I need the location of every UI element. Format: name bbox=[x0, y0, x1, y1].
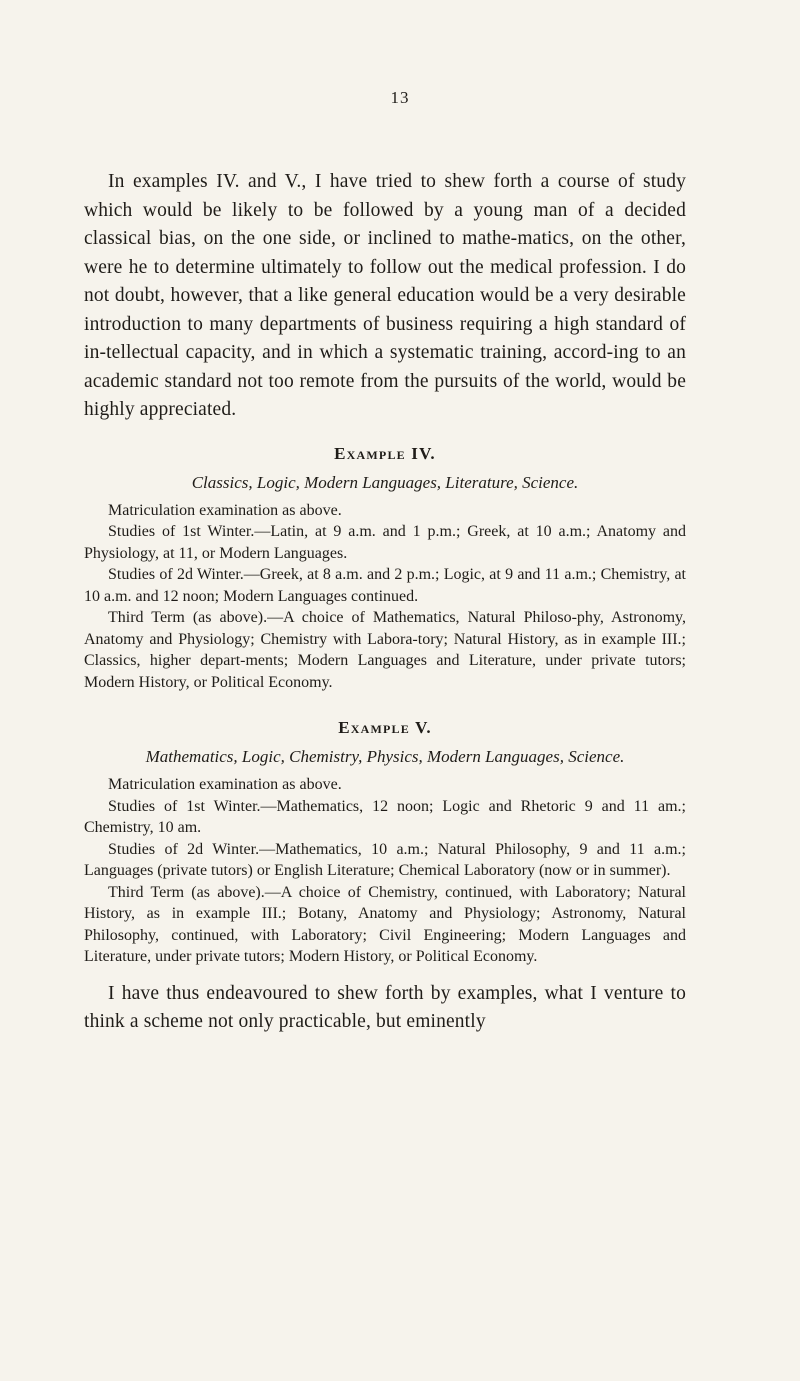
example-v-section bbox=[84, 713, 686, 968]
example-v-second-winter: Studies of 2d Winter.—Mathematics, 10 a.m.; Natural Philosophy, 9 and 11 a.m.; Languages (private tutors) or English Literature; Chemical Laboratory (now or in summer). bbox=[84, 840, 686, 879]
closing-paragraph: I have thus endeavoured to shew forth by examples, what I venture to think a scheme not only practicable, but eminently bbox=[84, 982, 686, 1032]
intro-paragraph: In examples IV. and V., I have tried to shew forth a course of study which would be likely to be followed by a young man of a decided classical bias, on the one side, or inclined to mathe-matics, on the other, were he to determine ultimately to follow out the medical profession. I do not doubt, however, that a like general education would be a very desirable introduction to many departments of business requiring a high standard of in-tellectual capacity, and in which a systematic training, accord-ing to an academic standard not too remote from the pursuits of the world, would be highly appreciated. bbox=[84, 171, 686, 420]
example-v-first-winter: Studies of 1st Winter.—Mathematics, 12 noon; Logic and Rhetoric 9 and 11 am.; Chemistry, 10 am. bbox=[84, 797, 686, 836]
example-iv-first-winter: Studies of 1st Winter.—Latin, at 9 a.m. and 1 p.m.; Greek, at 10 a.m.; Anatomy and Physiology, at 11, or Modern Languages. bbox=[84, 523, 686, 562]
example-iv-third-term: Third Term (as above).—A choice of Mathematics, Natural Philoso-phy, Astronomy, Anatomy and Physiology; Chemistry with Labora-tory; Natural History, as in example III.; Classics, higher depart-ments; Modern Languages and Literature, under private tutors; Modern History, or Political Economy. bbox=[84, 609, 686, 691]
example-v-heading: Example V. bbox=[338, 718, 432, 737]
example-iv-heading: Example IV. bbox=[334, 443, 436, 463]
example-iv-second-winter: Studies of 2d Winter.—Greek, at 8 a.m. and 2 p.m.; Logic, at 9 and 11 a.m.; Chemistry, at 10 a.m. and 12 noon; Modern Languages continued. bbox=[84, 566, 686, 605]
example-v-third-term: Third Term (as above).—A choice of Chemistry, continued, with Laboratory; Natural History, as in example III.; Botany, Anatomy and Physiology; Astronomy, Natural Philosophy, continued, with Laboratory; Civil Engineering; Modern Languages and Literature, under private tutors; Modern History, or Political Economy. bbox=[84, 883, 686, 965]
page-body bbox=[84, 168, 686, 1037]
example-v-matriculation: Matriculation examination as above. bbox=[108, 776, 342, 793]
page-number: 13 bbox=[390, 88, 410, 107]
example-iv-matriculation: Matriculation examination as above. bbox=[108, 501, 342, 519]
example-iv-section bbox=[84, 439, 686, 694]
example-iv-subjects: Classics, Logic, Modern Languages, Literature, Science. bbox=[191, 472, 579, 492]
example-v-subjects: Mathematics, Logic, Chemistry, Physics, Modern Languages, Science. bbox=[145, 747, 625, 766]
